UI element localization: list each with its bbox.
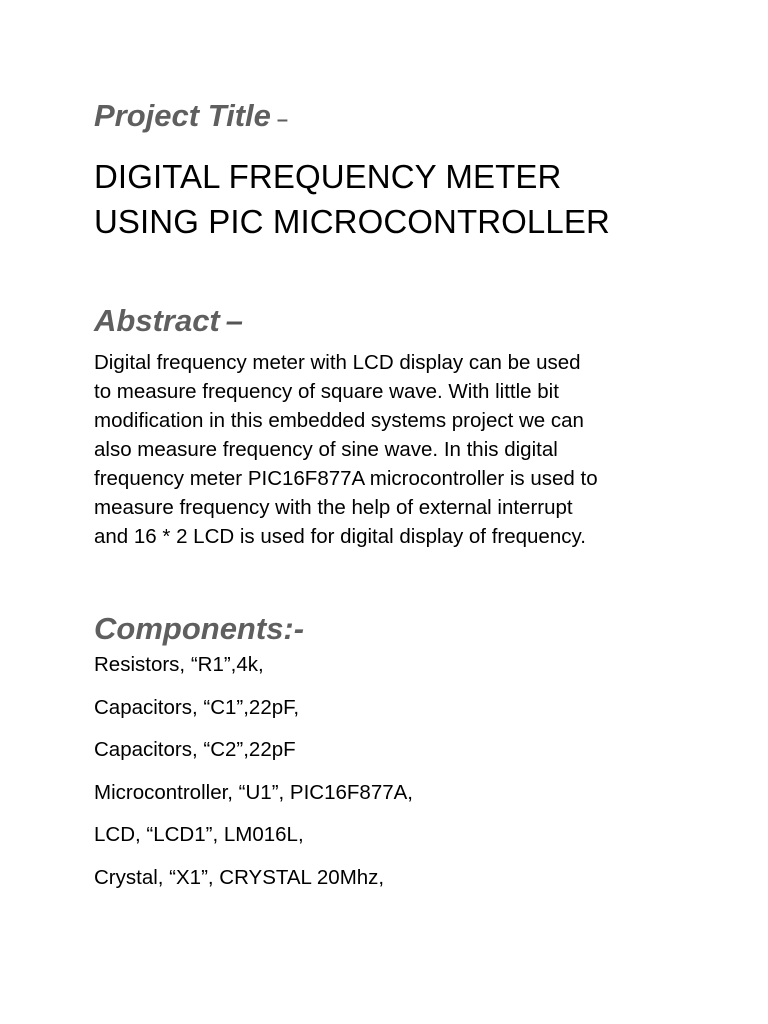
- project-title-heading: [94, 96, 734, 140]
- abstract-line-7: and 16 * 2 LCD is used for digital display of frequency.: [94, 525, 586, 548]
- components-list: [94, 651, 734, 906]
- abstract-line-2: to measure frequency of square wave. With little bit: [94, 380, 559, 403]
- abstract-line-5: frequency meter PIC16F877A microcontroller is used to: [94, 467, 598, 490]
- project-title-dash: –: [276, 109, 288, 131]
- abstract-line-3: modification in this embedded systems project we can: [94, 409, 584, 432]
- project-title-heading-text: Project Title: [94, 98, 271, 133]
- component-item-capacitor-c1: Capacitors, “C1”,22pF,: [94, 695, 300, 719]
- abstract-line-4: also measure frequency of sine wave. In this digital: [94, 438, 558, 461]
- component-item-capacitor-c2: Capacitors, “C2”,22pF: [94, 738, 296, 761]
- component-item-resistor-r1: Resistors, “R1”,4k,: [94, 653, 264, 676]
- abstract-heading-text: Abstract: [94, 303, 220, 338]
- abstract-line-1: Digital frequency meter with LCD display can be used: [94, 351, 581, 374]
- abstract-section: [94, 301, 734, 551]
- components-heading: Components:-: [94, 611, 305, 646]
- project-title-line-2: USING PIC MICROCONTROLLER: [94, 203, 610, 240]
- project-title-block: [94, 154, 734, 244]
- project-title-line-1: DIGITAL FREQUENCY METER: [94, 158, 562, 195]
- abstract-line-6: measure frequency with the help of external interrupt: [94, 496, 573, 519]
- component-item-crystal-x1: Crystal, “X1”, CRYSTAL 20Mhz,: [94, 865, 385, 889]
- components-section: [94, 609, 734, 906]
- abstract-paragraph: [94, 348, 734, 551]
- abstract-heading: [94, 301, 734, 341]
- abstract-dash: –: [225, 303, 244, 338]
- component-item-lcd1: LCD, “LCD1”, LM016L,: [94, 823, 304, 846]
- document-page: [94, 96, 734, 906]
- component-item-microcontroller-u1: Microcontroller, “U1”, PIC16F877A,: [94, 780, 414, 804]
